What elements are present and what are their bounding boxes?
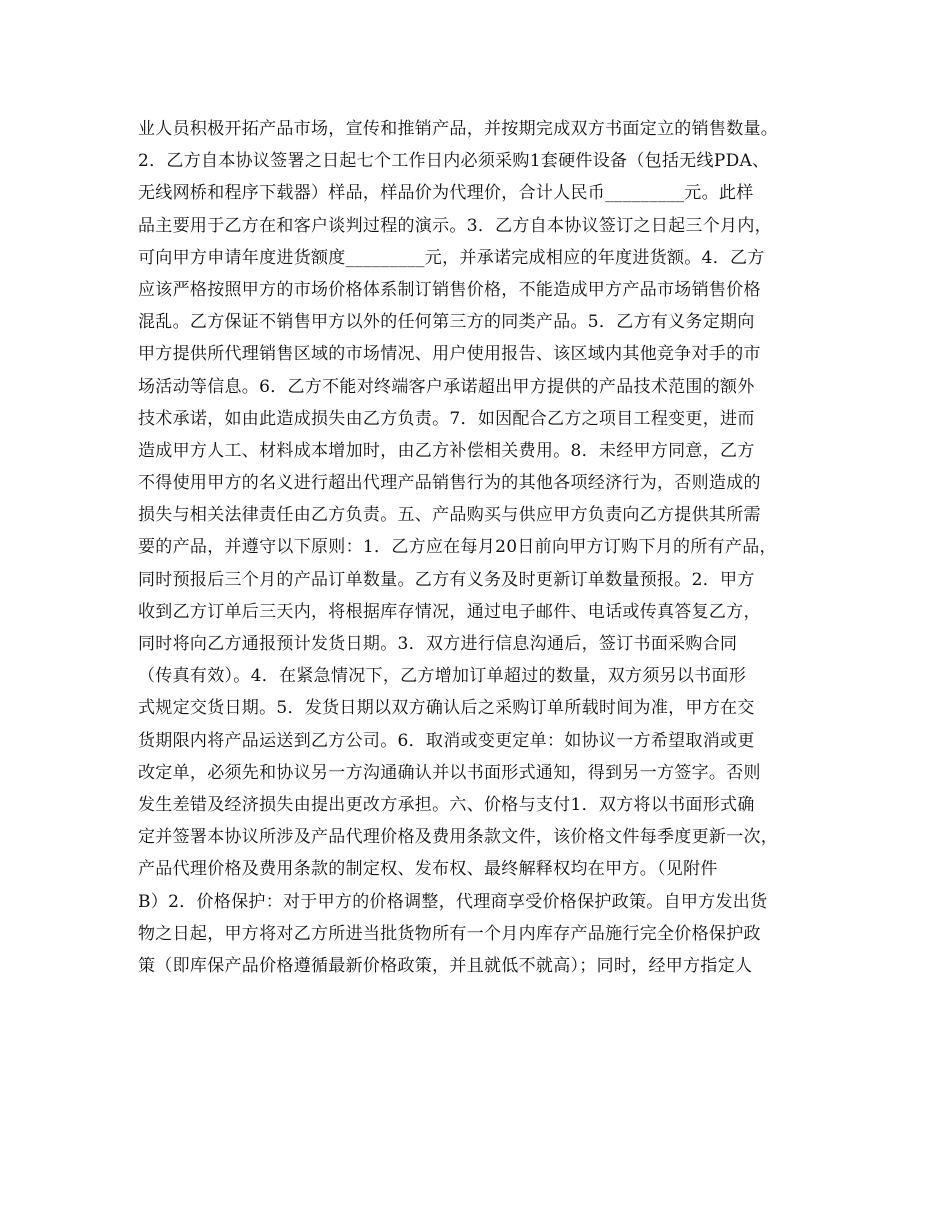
text-line: 货期限内将产品运送到乙方公司。6．取消或变更定单：如协议一方希望取消或更	[138, 730, 755, 751]
text-line: 甲方提供所代理销售区域的市场情况、用户使用报告、该区域内其他竞争对手的市	[138, 344, 761, 365]
text-line: 式规定交货日期。5．发货日期以双方确认后之采购订单所载时间为准，甲方在交	[138, 698, 755, 719]
text-line: 造成甲方人工、材料成本增加时，由乙方补偿相关费用。8．未经甲方同意，乙方	[138, 440, 755, 461]
text-line: 应该严格按照甲方的市场价格体系制订销售价格，不能造成甲方产品市场销售价格	[138, 279, 761, 300]
text-line: 无线网桥和程序下载器）样品，样品价为代理价，合计人民币_________元。此样	[138, 183, 754, 204]
text-line: 2．乙方自本协议签署之日起七个工作日内必须采购1套硬件设备（包括无线PDA、	[138, 151, 770, 172]
text-line: 场活动等信息。6．乙方不能对终端客户承诺超出甲方提供的产品技术范围的额外	[138, 376, 755, 397]
text-line: B）2．价格保护：对于甲方的价格调整，代理商享受价格保护政策。自甲方发出货	[138, 891, 768, 912]
text-line: 物之日起，甲方将对乙方所进当批货物所有一个月内库存产品施行完全价格保护政	[138, 923, 761, 944]
text-line: 技术承诺，如由此造成损失由乙方负责。7．如因配合乙方之项目工程变更，进而	[138, 408, 755, 429]
text-line: 产品代理价格及费用条款的制定权、发布权、最终解释权均在甲方。（见附件	[138, 859, 718, 880]
text-line: 要的产品，并遵守以下原则：1．乙方应在每月20日前向甲方订购下月的所有产品，	[138, 537, 777, 558]
text-line: 业人员积极开拓产品市场，宣传和推销产品，并按期完成双方书面定立的销售数量。	[138, 119, 779, 139]
text-line: 收到乙方订单后三天内，将根据库存情况，通过电子邮件、电话或传真答复乙方，	[138, 601, 761, 622]
text-line: 混乱。乙方保证不销售甲方以外的任何第三方的同类产品。5．乙方有义务定期向	[138, 312, 755, 333]
text-line: 策（即库保产品价格遵循最新价格政策，并且就低不就高）；同时，经甲方指定人	[138, 955, 753, 976]
text-line: 定并签署本协议所涉及产品代理价格及费用条款文件，该价格文件每季度更新一次，	[138, 827, 779, 848]
text-line: 同时将向乙方通报预计发货日期。3．双方进行信息沟通后，签订书面采购合同	[138, 634, 738, 654]
text-line: （传真有效）。4．在紧急情况下，乙方增加订单超过的数量，双方须另以书面形	[138, 666, 747, 687]
text-line: 品主要用于乙方在和客户谈判过程的演示。3．乙方自本协议签订之日起三个月内，	[138, 215, 772, 236]
text-line: 改定单，必须先和协议另一方沟通确认并以书面形式通知，得到另一方签字。否则	[138, 762, 761, 783]
text-line: 同时预报后三个月的产品订单数量。乙方有义务及时更新订单数量预报。2．甲方	[138, 569, 755, 590]
text-line: 发生差错及经济损失由提出更改方承担。六、价格与支付1．双方将以书面形式确	[138, 794, 755, 815]
document-body	[138, 113, 838, 982]
text-line: 损失与相关法律责任由乙方负责。五、产品购买与供应甲方负责向乙方提供其所需	[138, 505, 761, 526]
text-line: 可向甲方申请年度进货额度_________元，并承诺完成相应的年度进货额。4．乙方	[138, 247, 765, 268]
text-line: 不得使用甲方的名义进行超出代理产品销售行为的其他各项经济行为，否则造成的	[138, 473, 761, 494]
